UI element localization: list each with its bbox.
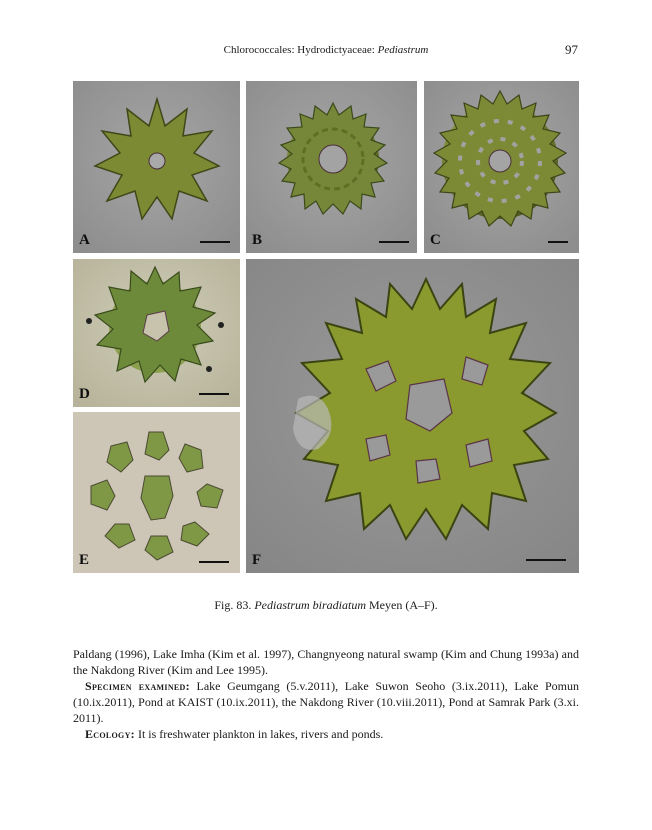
panel-label-d: D [79,386,90,402]
micrograph-b [246,81,417,253]
ecology-label: Ecology: [85,727,135,741]
figure-panel-a [73,81,240,253]
micrograph-c [424,81,579,253]
figure-panel-f [246,259,579,573]
panel-label-c: C [430,232,441,248]
specimen-text: Lake Geumgang (5.v.2011), Lake Suwon Seoho (3.ix.2011), Lake Pomun (10.ix.2011), Pond at KAIST (10.ix.2011), the Nakdong River (10.viii.2011), Pond at Samrak Park (3.xi. 2011). [73,679,579,725]
figure-caption [0,598,652,613]
caption-suffix: Meyen (A–F). [366,598,438,612]
caption-species: Pediastrum biradiatum [254,598,367,612]
running-head [0,44,652,56]
running-head-prefix: Chlorococcales: Hydrodictyaceae: [223,44,378,56]
figure-panel-b [246,81,417,253]
figure-panel-d [73,259,240,407]
specimen-label: Specimen examined: [85,679,190,693]
micrograph-f [246,259,579,573]
running-head-genus: Pediastrum [377,44,429,56]
paragraph-distribution: Paldang (1996), Lake Imha (Kim et al. 1997), Changnyeong natural swamp (Kim and Chung 1993a) and the Nakdong River (Kim and Lee 1995). [73,647,579,677]
figure-panel-c [424,81,579,253]
page-number: 97 [565,42,578,57]
micrograph-e [73,412,240,573]
caption-prefix: Fig. 83. [214,598,255,612]
body-text [73,646,579,742]
paragraph-ecology [73,726,579,742]
panel-label-f: F [252,552,262,568]
ecology-text: It is freshwater plankton in lakes, rivers and ponds. [134,727,384,741]
panel-label-b: B [252,232,263,248]
panel-label-e: E [79,552,90,568]
scale-bar-e [199,561,229,563]
panel-label-a: A [79,232,90,248]
paragraph-specimen [73,678,579,726]
figure-panel-e [73,412,240,573]
micrograph-d [73,259,240,407]
scale-bar-b [379,241,409,243]
scale-bar-f [526,559,566,561]
scale-bar-d [199,393,229,395]
micrograph-a [73,81,240,253]
scale-bar-c [548,241,568,243]
scale-bar-a [200,241,230,243]
